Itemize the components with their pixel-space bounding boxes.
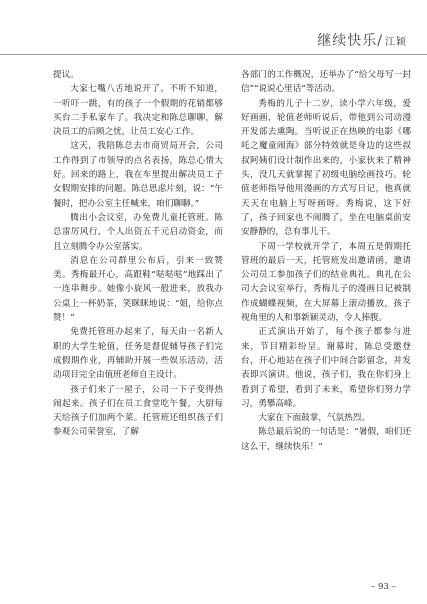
right-column <box>241 68 411 454</box>
header-rule <box>0 54 427 55</box>
author-name: 江颖 <box>385 37 407 48</box>
paragraph: 秀梅的儿子十二岁，读小学六年级，爱好画画，轮值老师听说后，带他到公司动漫开发部去熏陶。当听说正在热映的电影《哪吒之魔童闹海》部分特效就是身边的这些叔叔阿姨们设计制作出来的，小家伙来了精神头，没几天就掌握了初级电脑绘画技巧。轮值老师指导他用漫画的方式写日记，他真就天天在电脑上写呀画呀。秀梅说，这下好了，孩子回家也不闹腾了，坐在电脑桌前安安静静的，总有事儿干。 <box>241 98 411 238</box>
paragraph: 陈总最后说的一句话是：“暑假，咱们还这么干，继续快乐！” <box>241 427 411 452</box>
title-separator: / <box>377 33 383 49</box>
paragraph: 下周一学校就开学了，本周五是假期托管班的最后一天，托管班发出邀请函，邀请公司员工参加孩子们的结业典礼。典礼在公司大会议室举行，秀梅儿子的漫画日记被制作成蝴蝶视频，在大屏幕上滚动播放，孩子视角里的人和事新颖灵动，令人捧腹。 <box>241 241 411 324</box>
paragraph: 正式演出开始了，每个孩子都参与进来，节目精彩纷呈。谢幕时，陈总受邀登台，开心地站在孩子们中间合影留念，并发表即兴演讲。他说，孩子们，我在你们身上看到了希望，看到了未来，希望你们努力学习，勇攀高峰。 <box>241 327 411 409</box>
paragraph: 大家七嘴八舌地说开了。不听不知道，一听吓一跳，有的孩子一个假期的花销都够买台二手私家车了。我决定和陈总聊聊，解决员工的后顾之忧，让员工安心工作。 <box>53 84 223 138</box>
paragraph: 孩子们来了一屋子，公司一下子变得热闹起来。孩子们在员工食堂吃午餐，大厨每天给孩子们加两个菜。托管班还组织孩子们参观公司荣誉室，了解 <box>53 384 223 438</box>
paragraph: 提议。 <box>53 70 79 80</box>
paragraph: 大家在下面鼓掌，气氛热烈。 <box>258 413 370 424</box>
paragraph: 腾出小会议室，办免费儿童托管班。陈总雷厉风行，个人出资五千元启动资金，而且立刻腾令办公室落实。 <box>53 212 223 252</box>
title-text: 继续快乐 <box>317 33 378 49</box>
paragraph: 消息在公司群里公布后，引来一致赞美。秀梅最开心，高跟鞋“哒哒哒”地踩出了一连串舞步。她像小旋风一般进来，放我办公桌上一杯奶茶，笑眯眯地说：“姐，给你点赞！” <box>53 255 223 324</box>
paragraph: 这天，我陪陈总去市商贸局开会，公司工作得到了市领导的点名表扬，陈总心情大好。回来的路上，我在车里提出解决员工子女假期安排的问题。陈总思虑片刻，说：“午餐时，把办公室主任喊来，咱们聊聊。” <box>53 141 223 209</box>
page-number: – 93 – <box>371 582 396 592</box>
article-title <box>317 30 407 50</box>
left-column <box>53 68 223 440</box>
paragraph: 免费托管班办起来了，每天由一名新人职的大学生轮值，任务是督促辅导孩子们完成假期作业，再辅助开展一些娱乐活动，活动项目完全由值班老师自主设计。 <box>53 327 223 381</box>
page-header <box>0 0 427 60</box>
paragraph: 各部门的工作概况，还举办了“给父母写一封信”“说说心里话”等活动。 <box>241 70 411 95</box>
